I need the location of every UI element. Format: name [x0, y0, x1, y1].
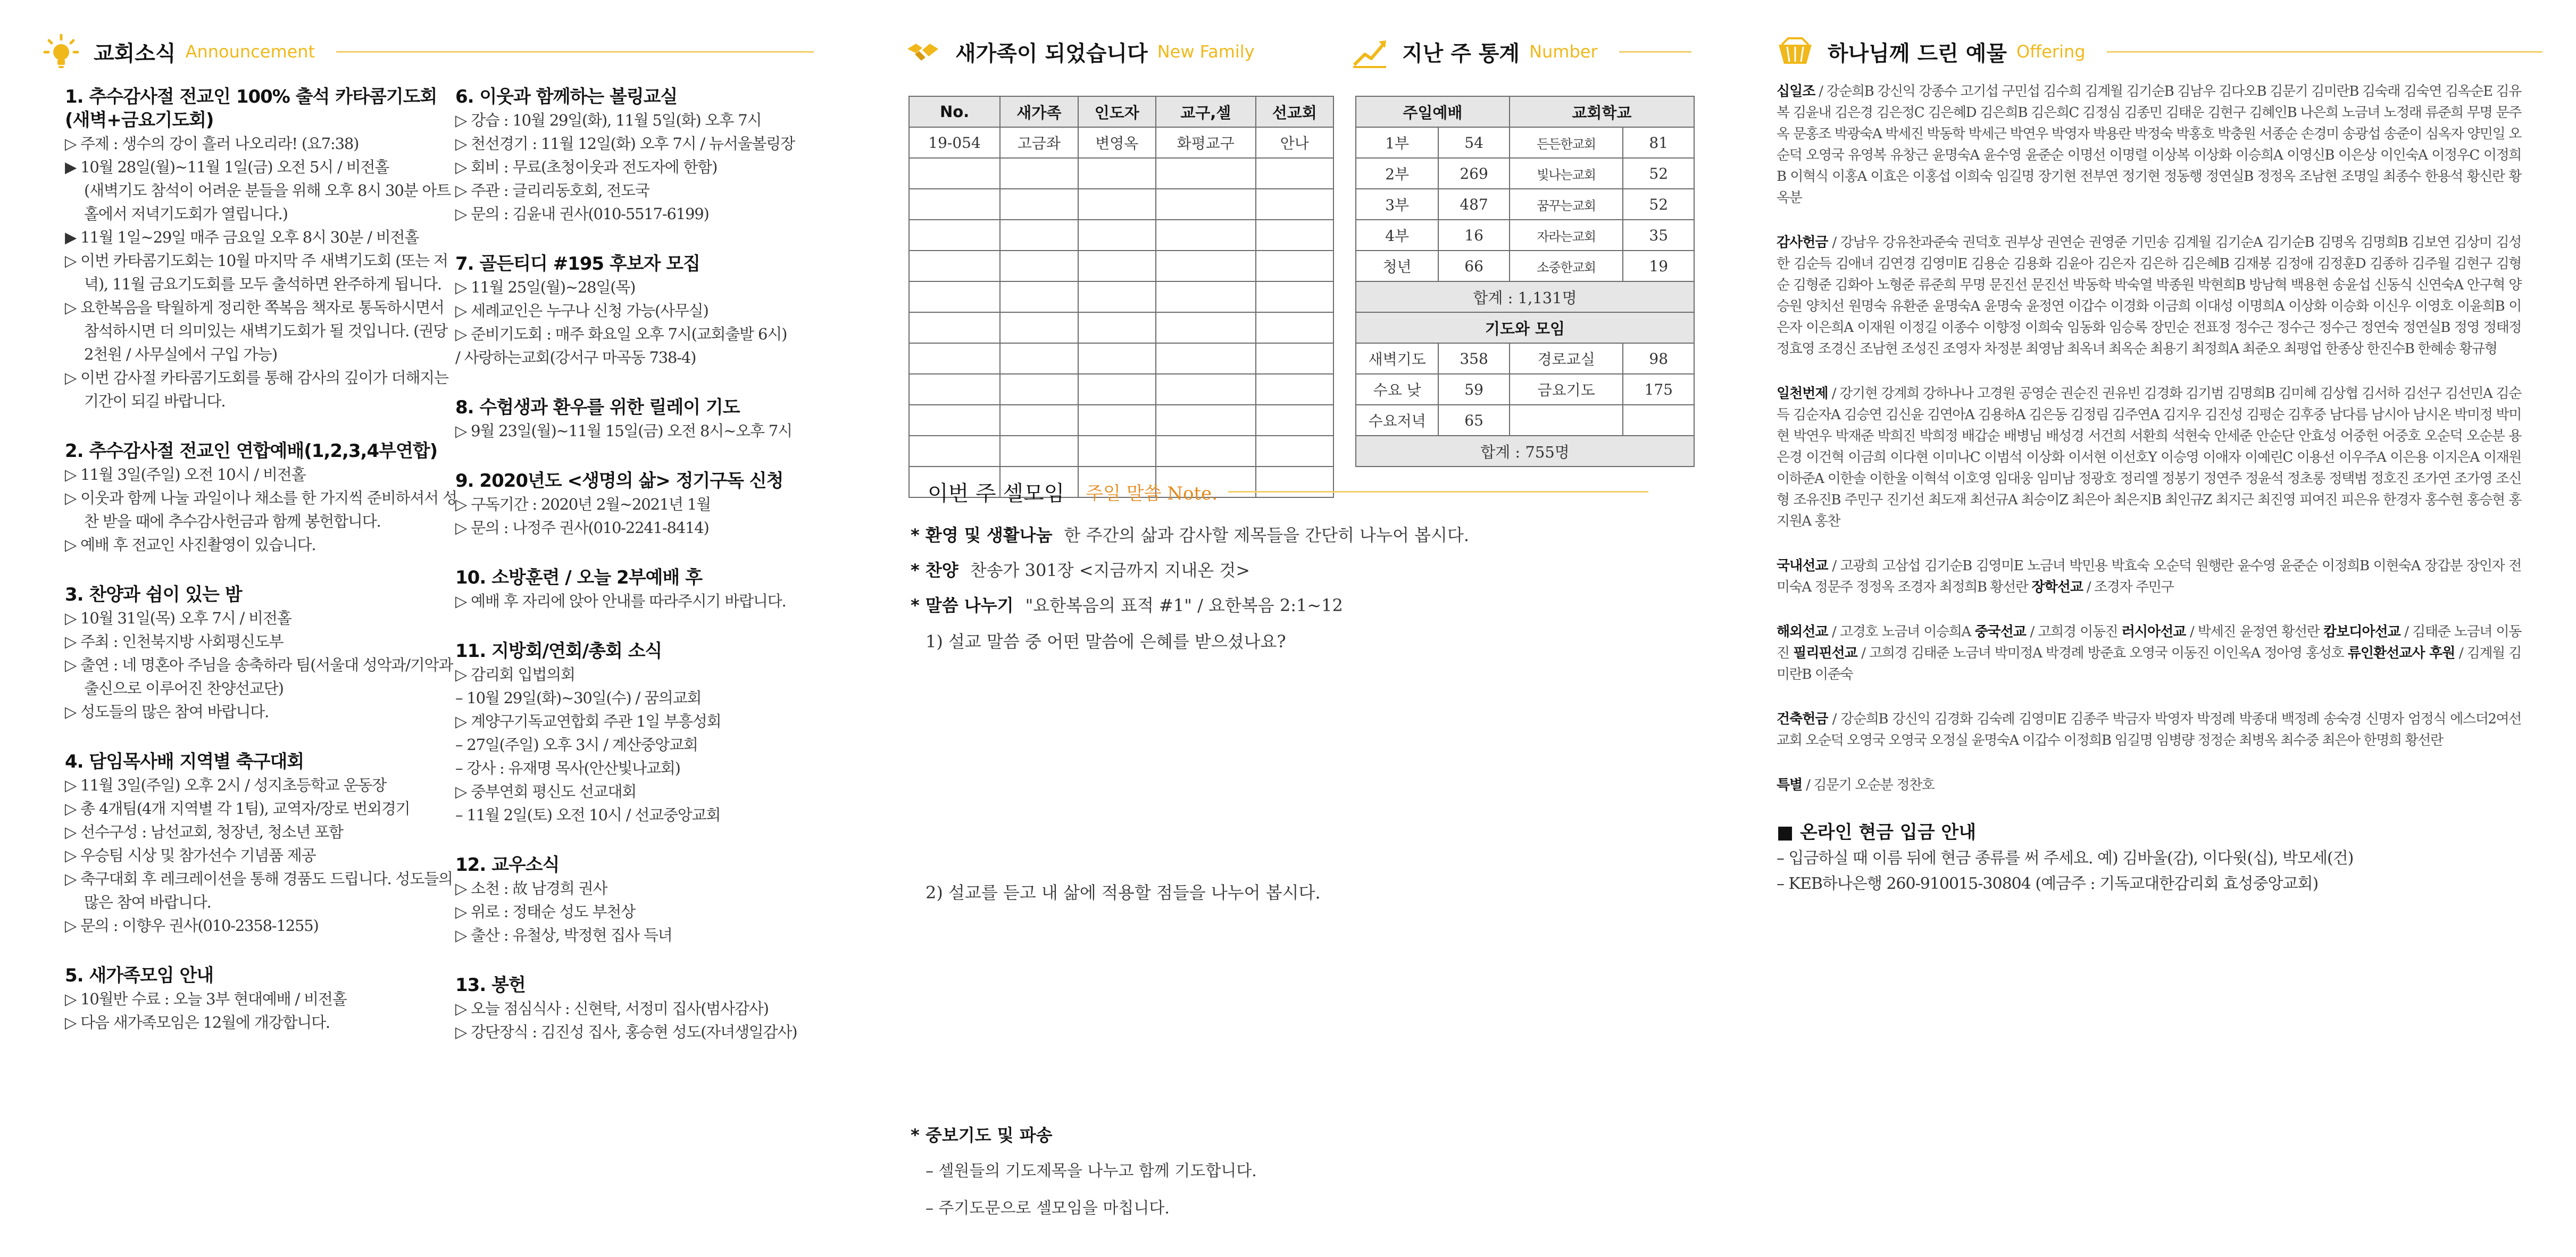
offering-basket-icon [1777, 33, 1814, 70]
table-cell: 487 [1438, 189, 1510, 220]
table-cell [1256, 158, 1333, 189]
prayer-total: 합계 : 755명 [1356, 436, 1694, 467]
table-cell: 든든한교회 [1510, 127, 1623, 158]
table-cell: 수요 낮 [1356, 374, 1438, 405]
table-cell [1000, 251, 1078, 281]
table-cell [1156, 220, 1256, 251]
table-cell: 3부 [1356, 189, 1438, 220]
table-cell: 꿈꾸는교회 [1510, 189, 1623, 220]
table-cell: 54 [1438, 127, 1510, 158]
announcement-item-line: ▷ 강단장식 : 김진성 집사, 홍승현 성도(자녀생일감사) [455, 1023, 797, 1041]
table-cell [1156, 343, 1256, 374]
announcement-item-line: ▷ 구독기간 : 2020년 2월~2021년 1월 [455, 495, 711, 513]
announcement-item-line: ▷ 10월 31일(목) 오후 7시 / 비전홀 [65, 609, 291, 627]
new-family-title-en: New Family [1157, 41, 1255, 62]
prayer-rows [1356, 343, 1694, 436]
new-family-table-header [909, 96, 1333, 127]
announcement-item-line: ▷ 이번 카타콤기도회는 10월 마지막 주 새벽기도회 (또는 저녁), 11월 금요기도회를 모두 출석하면 완주하게 됩니다. [65, 252, 448, 293]
new-family-column-header: 인도자 [1078, 96, 1156, 127]
table-cell [1156, 312, 1256, 343]
table-cell: 19-054 [909, 127, 1000, 158]
announcement-item-line: ▷ 소천 : 故 남경희 권사 [455, 879, 607, 897]
table-cell [909, 281, 1000, 312]
offering-list [1777, 81, 2521, 897]
table-cell [1078, 220, 1156, 251]
announcement-item-title: 7. 골든티디 #195 후보자 모집 [455, 253, 700, 274]
announcement-item [455, 252, 849, 369]
table-row-empty [909, 436, 1333, 467]
new-family-title: 새가족이 되었습니다 [955, 41, 1148, 66]
online-offering-line: – KEB하나은행 260-910015-30804 (예금주 : 기독교대한감리회 효성중앙교회) [1777, 875, 2319, 893]
table-cell [1256, 220, 1333, 251]
cell-header [928, 477, 1648, 507]
table-row-empty [909, 343, 1333, 374]
table-cell [1256, 312, 1333, 343]
table-cell [1000, 436, 1078, 467]
table-cell: 화평교구 [1156, 127, 1256, 158]
header-rule [1619, 51, 1691, 53]
announcement-item-line: ▷ 주최 : 인천북지방 사회평신도부 [65, 632, 284, 651]
new-family-column-header: 교구,셀 [1156, 96, 1256, 127]
announcement-item-line: ▷ 10월반 수료 : 오늘 3부 현대예배 / 비전홀 [65, 990, 347, 1008]
offering-label: 일천번제 [1777, 386, 1828, 402]
table-cell: 자라는교회 [1510, 220, 1623, 251]
announcement-item [455, 639, 849, 827]
offering-names: / 김문기 오순분 정찬호 [1806, 777, 1935, 793]
table-row-empty [909, 374, 1333, 405]
announcement-item [65, 750, 458, 937]
offering-label: 국내선교 [1777, 558, 1828, 574]
announcement-item [65, 583, 458, 723]
announcement-item-line: ▷ 출산 : 유철상, 박정현 집사 득녀 [455, 926, 672, 944]
announcement-item-line: ▶ 10월 28일(월)~11월 1일(금) 오전 5시 / 비전홀 [65, 158, 389, 176]
announcement-item-title: 6. 이웃과 함께하는 볼링교실 [455, 86, 678, 107]
table-cell: 269 [1438, 158, 1510, 189]
table-cell [1000, 220, 1078, 251]
table-cell [1256, 374, 1333, 405]
offering-title-en: Offering [2016, 41, 2086, 62]
table-row-empty [909, 220, 1333, 251]
announcement-item-title: 13. 봉헌 [455, 975, 526, 996]
offering-label: 특별 [1777, 777, 1803, 793]
table-cell [909, 158, 1000, 189]
worship-rows [1356, 127, 1694, 281]
new-family-table-body [909, 127, 1333, 497]
table-cell: 52 [1623, 158, 1694, 189]
online-offering-info [1777, 819, 2521, 897]
table-row [1356, 251, 1694, 281]
offering-label: 필리핀선교 [1793, 645, 1857, 661]
table-cell [1078, 281, 1156, 312]
cell-item-text: 한 주간의 삶과 감사할 제목들을 간단히 나누어 봅시다. [1064, 525, 1469, 545]
announcement-item-title: 12. 교우소식 [455, 854, 560, 876]
cell-item-label: * 찬양 [911, 560, 958, 580]
cell-note-title: 주일 말씀 Note. [1086, 483, 1218, 504]
trend-chart-icon [1351, 33, 1388, 70]
table-cell: 59 [1438, 374, 1510, 405]
table-cell: 1부 [1356, 127, 1438, 158]
table-cell [909, 374, 1000, 405]
offering-names: / 강순희B 강신익 강종수 고기섭 구민섭 김수희 김계월 김기순B 김남우 김다오B 김문기 김미란B 김숙래 김숙연 김옥순E 김유복 김윤내 김은경 김은정C 김은혜D 김은희B 김은희C 김정심 김종민 김태운 김현구 김혜인B 나은희 노금녀 노정래 류준희 무명 문주옥 문홍조 박광숙A 박세진 박동학 박세근 박연우 박영자 박용란 박정숙 박홍호 박충원 서종순 손경미 송광섭 송준이 심옥자 양민일 오순덕 오영국 유영복 유창근 윤명숙A 윤수영 윤준순 이명선 이명렬 이상복 이상화 이승희A 이영신B 이은상 이인숙A 이정우C 이정희B 이혁식 이홍A 이효은 이홍섭 이희숙 임길명 장기현 전부연 정기현 정동행 정연실B 정정옥 조남현 조명일 최종수 한용석 황신란 황옥분 [1777, 84, 2521, 206]
table-cell [1156, 436, 1256, 467]
table-cell [1000, 343, 1078, 374]
announcement-item-line: ▷ 문의 : 김윤내 권사(010-5517-6199) [455, 205, 709, 223]
announcement-item-line: ▷ 11월 25일(월)~28일(목) [455, 278, 636, 296]
table-cell: 19 [1623, 251, 1694, 281]
table-cell [1156, 189, 1256, 220]
table-cell [1256, 405, 1333, 436]
table-cell [1156, 405, 1256, 436]
offering-names: / 강기현 강계희 강하나나 고경원 공영순 권순진 권유빈 김경화 김기범 김명희B 김미혜 김상협 김서하 김선구 김선민A 김순득 김순자A 김승연 김신윤 김연아A 김용하A 김은동 김정림 김주연A 김지우 김진성 김평순 김후중 남다름 남시아 남시온 박미정 박미현 박연우 박재준 박희진 박희정 배갑순 배병님 배성경 서건희 서환희 석현숙 안세준 안순단 안효성 어중헌 어중호 오순덕 오순분 용은경 이건혁 이금희 이다현 이미나C 이범석 이상화 이서현 이선호Y 이승영 이애자 이예린C 이용선 이우주A 이은용 이지은A 이재원 이하준A 이한솔 이한울 이혁석 이호영 임대웅 임미남 정광호 정리엘 정봉기 정연주 정윤석 정초롱 정택범 정호진 조가연 조가영 조신형 조유진B 주민구 진기선 최도재 최선규A 최승이Z 최은아 최은지B 최인규Z 최지근 최진영 피여진 피은유 한경자 홍수현 홍승현 홍지원A 홍찬 [1777, 386, 2521, 529]
table-cell [1078, 312, 1156, 343]
table-row-empty [909, 312, 1333, 343]
offering-label: 해외선교 [1777, 624, 1828, 640]
table-cell [1078, 189, 1156, 220]
announcement-item-line: (새벽기도 참석이 어려운 분들을 위해 오후 8시 30분 아트홀에서 저녁기도회가 열립니다.) [84, 181, 451, 223]
announcement-item-line: ▷ 예배 후 전교인 사진촬영이 있습니다. [65, 536, 316, 554]
header-rule [2107, 51, 2542, 53]
table-cell [1000, 189, 1078, 220]
offering-label: 감사헌금 [1777, 235, 1828, 251]
table-cell [1256, 436, 1333, 467]
table-cell [1000, 374, 1078, 405]
table-cell: 2부 [1356, 158, 1438, 189]
announcement-item-line: ▷ 강습 : 10월 29일(화), 11월 5일(화) 오후 7시 [455, 111, 762, 129]
announcement-item [65, 964, 458, 1034]
announcement-item-line: ▷ 위로 : 정태순 성도 부천상 [455, 903, 635, 921]
worship-header: 주일예배 [1356, 96, 1510, 127]
lightbulb-icon [43, 33, 80, 70]
announcement-item [455, 396, 849, 443]
cell-item-label: * 환영 및 생활나눔 [911, 525, 1053, 545]
offering-label: 십일조 [1777, 84, 1815, 99]
table-cell: 청년 [1356, 251, 1438, 281]
announcement-title-en: Announcement [185, 41, 315, 62]
online-offering-title: ■ 온라인 현금 입금 안내 [1777, 822, 1977, 843]
cell-closing-line: – 주기도문으로 셀모임을 마칩니다. [926, 1199, 1170, 1218]
offering-tithe [1777, 81, 2521, 209]
table-cell: 98 [1623, 343, 1694, 374]
announcement-item-line: ▷ 천선경기 : 11월 12일(화) 오후 7시 / 뉴서울볼링장 [455, 135, 795, 153]
table-row-empty [909, 251, 1333, 281]
announcement-item-line: ▷ 선수구성 : 남선교회, 청장년, 청소년 포함 [65, 823, 343, 841]
table-row-empty [909, 189, 1333, 220]
table-cell [1256, 251, 1333, 281]
announcement-item-line: ▷ 주제 : 생수의 강이 흘러 나오리라! (요7:38) [65, 135, 359, 153]
online-offering-line: – 입금하실 때 이름 뒤에 현금 종류를 써 주세요. 예) 김바울(감), 이다윗(십), 박모세(건) [1777, 849, 2354, 868]
offering-building [1777, 709, 2521, 751]
table-cell: 4부 [1356, 220, 1438, 251]
announcement-column-1 [65, 85, 458, 1061]
announcement-item-title: 5. 새가족모임 안내 [65, 965, 214, 986]
announcement-item-line: ▷ 우승팀 시상 및 참가선수 기념품 제공 [65, 846, 316, 864]
table-cell: 금요기도 [1510, 374, 1623, 405]
announcement-item-line: ▷ 성도들의 많은 참여 바랍니다. [65, 703, 269, 721]
table-cell [1510, 405, 1623, 436]
table-cell: 81 [1623, 127, 1694, 158]
announcement-item-line: ▷ 출연 : 네 명혼아 주님을 송축하라 팀(서울대 성악과/기악과 출신으로 이루어진 찬양선교단) [65, 656, 453, 697]
table-cell: 수요저녁 [1356, 405, 1438, 436]
new-family-column-header: No. [909, 96, 1000, 127]
announcement-item [455, 853, 849, 947]
announcement-item-line: ▷ 9월 23일(월)~11월 15일(금) 오전 8시~오후 7시 [455, 422, 792, 440]
offering-names: / 김계월 김미란B 이준숙 [1777, 645, 2521, 682]
table-row [1356, 374, 1694, 405]
announcement-header [43, 28, 814, 76]
offering-names: / 강남우 강유찬과준숙 권덕호 권부상 권연순 권영준 기민송 김계월 김기순A 김기순B 김명옥 김명희B 김보연 김상미 김성한 김순득 김애녀 김연경 김영미E 김용순 김용화 김윤아 김은자 김은하 김은혜B 김재봉 김정애 김정훈D 김종하 김주월 김현구 김형순 김형준 김화아 노형준 류준희 무명 문진선 문진선 박동학 박숙열 박종원 박현희B 방남혁 백용현 송윤섭 신동식 신연숙A 안구혁 양승원 양치선 원명숙 유환준 윤명숙A 윤명숙 윤정연 이갑수 이경화 이금희 이대성 이명희A 이상화 이승화 이신우 이영호 이윤희B 이은자 이은희A 이재원 이정길 이종수 이향정 이희숙 임동화 임승록 장민순 전표정 정수근 정수근 정수근 정연숙 정연실B 정영 정태정 정효영 조경신 조남현 조성진 조영자 차정분 최영남 최옥녀 최옥순 최용기 최정희A 최준오 최평업 한종상 한진수B 한혜송 황규형 [1777, 235, 2521, 357]
table-cell [909, 343, 1000, 374]
announcement-item [65, 85, 458, 413]
worship-total: 합계 : 1,131명 [1356, 281, 1694, 312]
table-cell [909, 251, 1000, 281]
announcement-item [455, 973, 849, 1044]
table-cell [1156, 158, 1256, 189]
announcement-item-line: ▷ 문의 : 나정주 권사(010-2241-8414) [455, 519, 709, 537]
announcement-item-title: 2. 추수감사절 전교인 연합예배(1,2,3,4부연합) [65, 440, 438, 462]
offering-label: 건축헌금 [1777, 711, 1828, 727]
table-cell [909, 436, 1000, 467]
offering-domestic-mission [1777, 555, 2521, 598]
table-cell [1000, 312, 1078, 343]
cell-closing-line: – 셀원들의 기도제목을 나누고 함께 기도합니다. [926, 1162, 1257, 1180]
announcement-item [455, 85, 849, 226]
table-cell [1256, 189, 1333, 220]
offering-names: / 박세진 윤정연 황선란 [2189, 624, 2320, 640]
announcement-item-line: ▷ 총 4개팀(4개 지역별 각 1팀), 교역자/장로 번외경기 [65, 800, 410, 818]
table-cell [1256, 343, 1333, 374]
offering-names: / 고경호 노금녀 이승희A [1832, 624, 1971, 640]
table-cell [1156, 281, 1256, 312]
stats-title: 지난 주 통계 [1402, 41, 1520, 66]
table-cell [1000, 405, 1078, 436]
table-cell [1078, 343, 1156, 374]
new-family-column-header: 새가족 [1000, 96, 1078, 127]
table-cell [909, 189, 1000, 220]
announcement-item-line: ▷ 예배 후 자리에 앉아 안내를 따라주시기 바랍니다. [455, 592, 786, 610]
table-cell [1078, 374, 1156, 405]
offering-special [1777, 775, 2521, 796]
table-cell: 경로교실 [1510, 343, 1623, 374]
table-cell: 175 [1623, 374, 1694, 405]
cell-item-welcome [911, 523, 1469, 547]
table-cell: 고금좌 [1000, 127, 1078, 158]
table-cell [1000, 281, 1078, 312]
table-cell [1078, 405, 1156, 436]
table-cell: 66 [1438, 251, 1510, 281]
announcement-item-line: / 사랑하는교회(강서구 마곡동 738-4) [455, 348, 696, 367]
table-cell [1078, 436, 1156, 467]
announcement-item-line: ▷ 다음 새가족모임은 12월에 개강합니다. [65, 1013, 330, 1031]
announcement-item-line: ▷ 중부연회 평신도 선교대회 [455, 782, 637, 801]
table-cell [909, 220, 1000, 251]
table-cell: 35 [1623, 220, 1694, 251]
announcement-item [455, 566, 849, 613]
announcement-item-title: 9. 2020년도 <생명의 삶> 정기구독 신청 [455, 470, 783, 492]
cell-item-hymn [911, 559, 1250, 582]
announcement-item-line: ▷ 오늘 점심식사 : 신현탁, 서정미 집사(범사감사) [455, 1000, 769, 1018]
offering-names: / 고광희 고삼섭 김기순B 김영미E 노금녀 박민용 박효숙 오순덕 원행란 윤수영 윤준순 이정희B 이현숙A 장갑분 장인자 전미숙A 정문주 정정옥 조경자 최정희B 황선란 [1777, 558, 2521, 595]
announcement-column-2 [455, 85, 849, 1070]
announcement-item-line: ▷ 11월 3일(주일) 오후 2시 / 성지초등학교 운동장 [65, 776, 387, 794]
announcement-item-line: ▷ 회비 : 무료(초청이웃과 전도자에 한함) [455, 158, 718, 176]
school-header: 교회학교 [1510, 96, 1694, 127]
offering-label: 러시아선교 [2121, 624, 2186, 640]
announcement-item-title: 3. 찬양과 쉼이 있는 밤 [65, 584, 242, 605]
announcement-item-line: – 11월 2일(토) 오전 10시 / 선교중앙교회 [455, 806, 721, 824]
table-cell: 65 [1438, 405, 1510, 436]
table-cell: 52 [1623, 189, 1694, 220]
table-cell [1000, 158, 1078, 189]
table-row-empty [909, 281, 1333, 312]
new-family-table [908, 96, 1334, 498]
stats-table [1355, 96, 1695, 467]
table-cell [1256, 281, 1333, 312]
announcement-item-line: ▷ 준비기도회 : 매주 화요일 오후 7시(교회출발 6시) [455, 325, 787, 343]
table-row [1356, 220, 1694, 251]
offering-header [1777, 28, 2542, 76]
announcement-item-title: 1. 추수감사절 전교인 100% 출석 카타콤기도회 (새벽+금요기도회) [65, 86, 437, 131]
table-row-empty [909, 158, 1333, 189]
offering-thanks [1777, 232, 2521, 360]
offering-label: 캄보디아선교 [2323, 624, 2400, 640]
cell-title: 이번 주 셀모임 [928, 481, 1065, 506]
table-row [1356, 405, 1694, 436]
announcement-item [65, 439, 458, 556]
cell-closing [911, 1123, 1064, 1147]
offering-label: 류인환선교사 후원 [2347, 645, 2455, 661]
table-cell: 소중한교회 [1510, 251, 1623, 281]
cell-closing-label: * 중보기도 및 파송 [911, 1125, 1053, 1145]
offering-names: / 고희경 이동진 [2030, 624, 2118, 640]
table-cell: 358 [1438, 343, 1510, 374]
table-cell [909, 405, 1000, 436]
announcement-item-line: – 10월 29일(화)~30일(수) / 꿈의교회 [455, 689, 702, 707]
announcement-item-line: ▷ 감리회 입법의회 [455, 665, 575, 684]
announcement-item-title: 11. 지방회/연회/총회 소식 [455, 640, 662, 662]
offering-names: / 조경자 주민구 [2086, 579, 2174, 595]
announcement-item-line: ▷ 세례교인은 누구나 신청 가능(사무실) [455, 302, 708, 320]
new-family-column-header: 선교회 [1256, 96, 1333, 127]
offering-names: / 강순희B 강신익 김경화 김숙례 김영미E 김종주 박금자 박영자 박정례 박종대 백정례 송숙경 신명자 엄정식 에스더2여선교회 오순덕 오영국 오영국 오정실 윤명숙A 이갑수 이정희B 임길명 임병량 정정순 최병옥 최수중 최은아 한명희 황선란 [1777, 711, 2521, 748]
cell-item-label: * 말씀 나누기 [911, 595, 1014, 615]
announcement-item-line: ▷ 축구대회 후 레크레이션을 통해 경품도 드립니다. 성도들의 많은 참여 바랍니다. [65, 870, 453, 911]
table-row [909, 127, 1333, 158]
header-rule [1228, 491, 1648, 493]
table-cell: 16 [1438, 220, 1510, 251]
handshake-icon [904, 33, 941, 70]
table-cell [1623, 405, 1694, 436]
table-cell: 안나 [1256, 127, 1333, 158]
announcement-item-line: ▷ 요한복음을 탁월하게 정리한 쪽복음 책자로 통독하시면서 참석하시면 더 의미있는 새벽기도회가 될 것입니다. (권당 2천원 / 사무실에서 구입 가능) [65, 298, 447, 363]
announcement-item-line: ▷ 문의 : 이향우 권사(010-2358-1255) [65, 917, 319, 935]
announcement-item-title: 4. 담임목사배 지역별 축구대회 [65, 751, 304, 772]
table-cell [1156, 251, 1256, 281]
table-cell [1156, 374, 1256, 405]
announcement-item-line: ▷ 주관 : 글리리동호회, 전도국 [455, 181, 649, 199]
stats-header [1351, 28, 1691, 76]
announcement-item-line: ▷ 이웃과 함께 나눌 과일이나 채소를 한 가지씩 준비하셔서 성찬 받을 때에 추수감사헌금과 함께 봉헌합니다. [65, 489, 457, 530]
table-row [1356, 189, 1694, 220]
table-cell: 변영옥 [1078, 127, 1156, 158]
cell-item-word [911, 594, 1343, 617]
cell-item-text: "요한복음의 표적 #1" / 요한복음 2:1~12 [1025, 595, 1343, 615]
offering-overseas-mission [1777, 621, 2521, 685]
stats-title-en: Number [1529, 41, 1598, 62]
announcement-item [455, 469, 849, 539]
announcement-item-line: – 강사 : 유재명 목사(안산빛나교회) [455, 759, 680, 777]
announcement-item-line: ▷ 계양구기독교연합회 주관 1일 부흥성회 [455, 712, 721, 730]
table-cell [1078, 251, 1156, 281]
announcement-item-line: – 27일(주일) 오후 3시 / 계산중앙교회 [455, 736, 698, 754]
cell-question-1: 1) 설교 말씀 중 어떤 말씀에 은혜를 받으셨나요? [926, 631, 1286, 652]
header-rule [336, 51, 814, 53]
prayer-header: 기도와 모임 [1356, 312, 1694, 343]
offering-label: 중국선교 [1974, 624, 2026, 640]
table-cell [1078, 158, 1156, 189]
announcement-item-line: ▶ 11월 1일~29일 매주 금요일 오후 8시 30분 / 비전홀 [65, 228, 419, 246]
announcement-item-title: 10. 소방훈련 / 오늘 2부예배 후 [455, 567, 702, 588]
table-row [1356, 343, 1694, 374]
table-cell: 빛나는교회 [1510, 158, 1623, 189]
new-family-header [904, 28, 1255, 76]
offering-names: / 고희경 김태준 노금녀 박미정A 박경례 방준효 오영국 이동진 이인옥A 정아영 홍성호 [1861, 645, 2344, 661]
offering-thousand [1777, 383, 2521, 532]
announcement-item-line: ▷ 11월 3일(주일) 오전 10시 / 비전홀 [65, 465, 306, 484]
table-row [1356, 158, 1694, 189]
announcement-item-title: 8. 수험생과 환우를 위한 릴레이 기도 [455, 397, 740, 418]
cell-item-text: 찬송가 301장 <지금까지 지내온 것> [970, 560, 1251, 580]
offering-names: / 김태준 노금녀 이동진 [1777, 624, 2521, 661]
table-cell: 새벽기도 [1356, 343, 1438, 374]
table-row [1356, 127, 1694, 158]
table-row-empty [909, 405, 1333, 436]
announcement-title: 교회소식 [94, 41, 176, 66]
announcement-item-line: ▷ 이번 감사절 카타콤기도회를 통해 감사의 깊이가 더해지는 기간이 되길 바랍니다. [65, 369, 448, 410]
table-cell [909, 312, 1000, 343]
offering-label: 장학선교 [2031, 579, 2083, 595]
cell-question-2: 2) 설교를 듣고 내 삶에 적용할 점들을 나누어 봅시다. [926, 883, 1321, 903]
offering-title: 하나님께 드린 예물 [1828, 41, 2007, 66]
